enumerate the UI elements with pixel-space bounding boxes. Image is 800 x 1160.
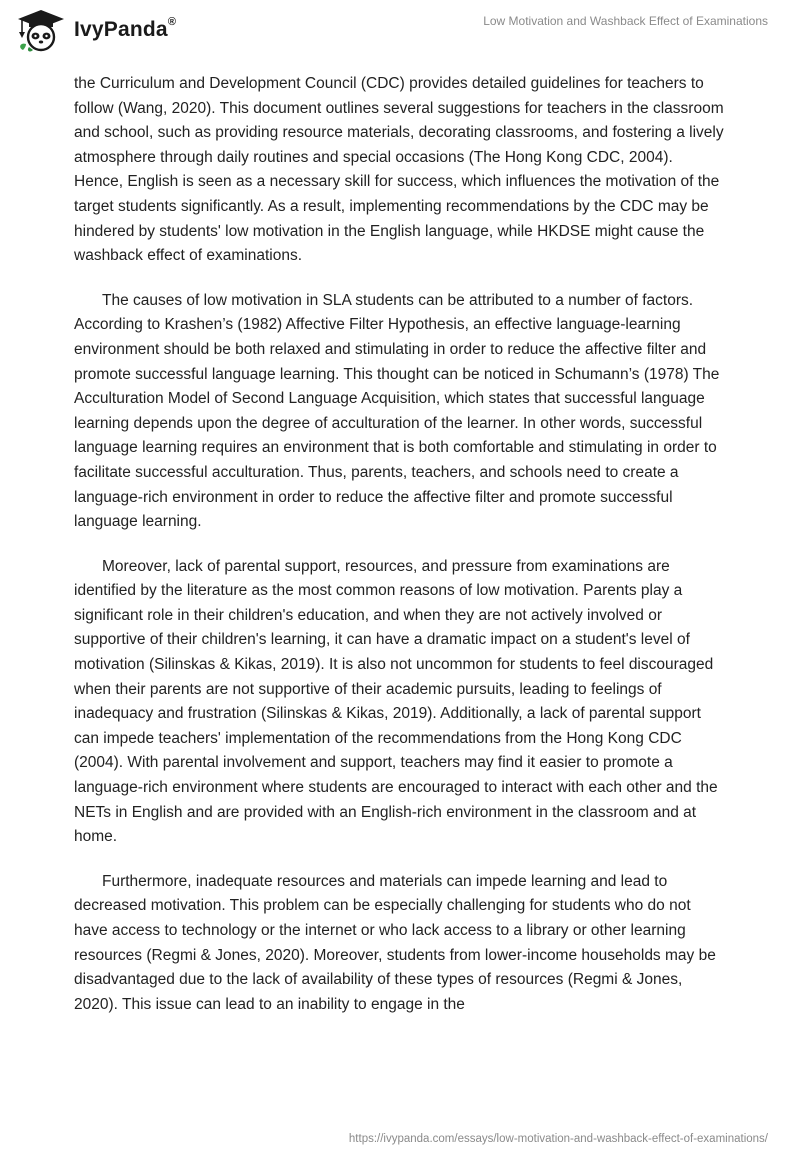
- brand-name: IvyPanda®: [74, 16, 177, 41]
- essay-body: [74, 72, 726, 1037]
- paragraph: Moreover, lack of parental support, resources, and pressure from examinations are identified by the literature as the most common reasons of low motivation. Parents play a significant role in their children's education, and when they are not actively involved or supportive of their children's learning, it can have a dramatic impact on a student's level of motivation (Silinskas & Kikas, 2019). It is also not uncommon for students to feel discouraged when their parents are not supportive of their academic pursuits, leading to feelings of inadequacy and frustration (Silinskas & Kikas, 2019). Additionally, a lack of parental support can impede teachers' implementation of the recommendations from the Hong Kong CDC (2004). With parental involvement and support, teachers may find it easier to promote a language-rich environment where students are encouraged to interact with each other and the NETs in English and are provided with an English-rich environment in the classroom and at home.: [74, 557, 718, 846]
- paragraph: the Curriculum and Development Council (CDC) provides detailed guidelines for teachers to follow (Wang, 2020). This document outlines several suggestions for teachers in the classroom and school, such as providing resource materials, decorating classrooms, and fostering a lively atmosphere through daily routines and special occasions (The Hong Kong CDC, 2004). Hence, English is seen as a necessary skill for success, which influences the motivation of the target students significantly. As a result, implementing recommendations by the CDC may be hindered by students' low motivation in the English language, while HKDSE might cause the washback effect of examinations.: [74, 75, 724, 265]
- ivypanda-logo[interactable]: [14, 8, 176, 52]
- panda-logo-icon: [14, 8, 68, 52]
- paragraph: The causes of low motivation in SLA students can be attributed to a number of factors. According to Krashen’s (1982) Affective Filter Hypothesis, an effective language-learning environment should be both relaxed and stimulating in order to reduce the affective filter and promote successful language learning. This thought can be noticed in Schumann’s (1978) The Acculturation Model of Second Language Acquisition, which states that successful language learning depends upon the degree of acculturation of the learner. In other words, successful language learning requires an environment that is both comfortable and stimulating in order to facilitate successful acculturation. Thus, parents, teachers, and schools need to create a language-rich environment in order to reduce the affective filter and promote successful language learning.: [74, 291, 720, 531]
- page-header: [0, 0, 800, 62]
- registered-mark: ®: [167, 16, 177, 28]
- document-title: Low Motivation and Washback Effect of Examinations: [483, 14, 768, 28]
- source-url[interactable]: https://ivypanda.com/essays/low-motivation-and-washback-effect-of-examinations/: [348, 1133, 768, 1145]
- paragraph: Furthermore, inadequate resources and materials can impede learning and lead to decreased motivation. This problem can be especially challenging for students who do not have access to technology or the internet or who lack access to a library or other learning resources (Regmi & Jones, 2020). Moreover, students from lower-income households may be disadvantaged due to the lack of availability of these types of resources (Regmi & Jones, 2020). This issue can lead to an inability to engage in the: [74, 872, 716, 1013]
